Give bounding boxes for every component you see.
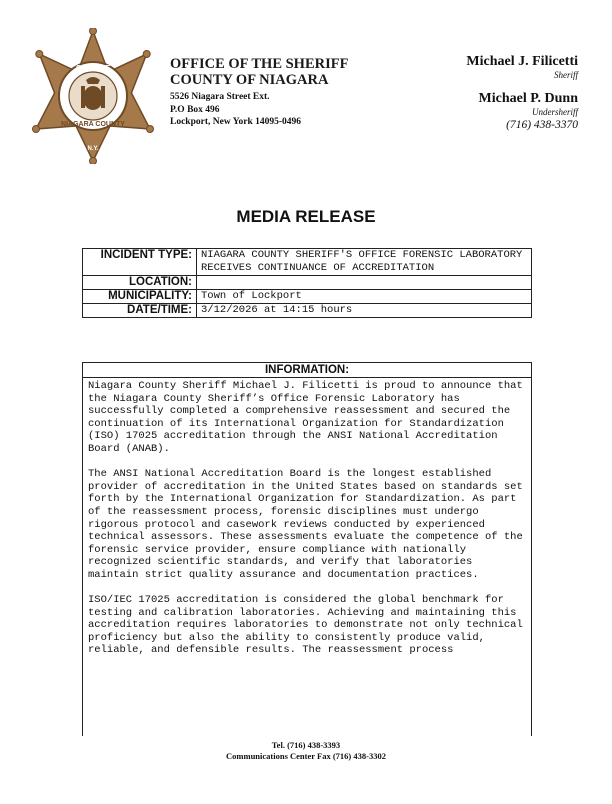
location-value — [197, 276, 532, 290]
location-row — [83, 276, 532, 290]
footer — [0, 740, 612, 762]
location-label: LOCATION: — [83, 276, 197, 290]
footer-tel: Tel. (716) 438-3393 — [271, 740, 341, 750]
office-line-1: OFFICE OF THE SHERIFF — [170, 56, 349, 72]
incident-table — [82, 248, 532, 318]
address-line-2: P.O Box 496 — [170, 104, 220, 115]
incident-type-row — [83, 249, 532, 276]
footer-fax: Communications Center Fax (716) 438-3302 — [226, 751, 386, 761]
badge-point-text: N.Y. — [87, 146, 99, 152]
address-line-3: Lockport, New York 14095-0496 — [170, 117, 302, 127]
sheriff-star-badge-icon — [28, 28, 158, 164]
office-line-2: COUNTY OF NIAGARA — [170, 72, 329, 88]
information-paragraph-3: ISO/IEC 17025 accreditation is considered the global benchmark for testing and calibration laboratories. Achieving and maintaining this accreditation requires laboratories to demonstrate not only technical proficiency but also the ability to consistently produce valid, reliable, and defensible results. The reassessment process — [88, 594, 523, 657]
address-line-1: 5526 Niagara Street Ext. — [170, 92, 270, 102]
datetime-label: DATE/TIME: — [83, 304, 197, 318]
municipality-value: Town of Lockport — [197, 290, 532, 304]
municipality-row — [83, 290, 532, 304]
information-heading: INFORMATION: — [83, 363, 531, 378]
badge-bottom-text: NIAGARA COUNTY — [61, 121, 125, 128]
incident-type-value: NIAGARA COUNTY SHERIFF'S OFFICE FORENSIC LABORATORY RECEIVES CONTINUANCE OF ACCREDITATION — [197, 249, 532, 276]
information-box — [82, 362, 532, 736]
office-name — [170, 56, 348, 88]
sheriff-name: Michael J. Filicetti — [466, 54, 578, 69]
information-paragraph-1: Niagara County Sheriff Michael J. Filicetti is proud to announce that the Niagara County Sheriff’s Office Forensic Laboratory has successfully completed a comprehensive reassessment and secured the continuation of its International Organization for Standardization (ISO) 17025 accreditation through the ANSI National Accreditation Board (ANAB). — [88, 380, 523, 455]
municipality-label: MUNICIPALITY: — [83, 290, 197, 304]
sheriff-title: Sheriff — [554, 70, 578, 80]
office-address — [170, 91, 301, 129]
undersheriff-title: Undersheriff — [532, 107, 578, 117]
office-phone: (716) 438-3370 — [506, 119, 578, 131]
information-body — [83, 378, 531, 657]
datetime-row — [83, 304, 532, 318]
information-paragraph-2: The ANSI National Accreditation Board is the longest established provider of accreditation in the United States based on standards set forth by the International Organization for Standardization. As part of the reassessment process, forensic disciplines must undergo rigorous protocol and casework reviews conducted by experienced technical assessors. These assessments evaluate the competence of the forensic service provider, ensure compliance with nationally recognized scientific standards, and verify that laboratories maintain strict quality assurance and documentation practices. — [88, 468, 523, 581]
page-title: MEDIA RELEASE — [236, 207, 376, 226]
badge-top-text: SHERIFF — [75, 64, 111, 73]
officials-block — [466, 54, 578, 133]
datetime-value: 3/12/2026 at 14:15 hours — [197, 304, 532, 318]
incident-type-label: INCIDENT TYPE: — [83, 249, 197, 276]
undersheriff-name: Michael P. Dunn — [478, 91, 578, 106]
